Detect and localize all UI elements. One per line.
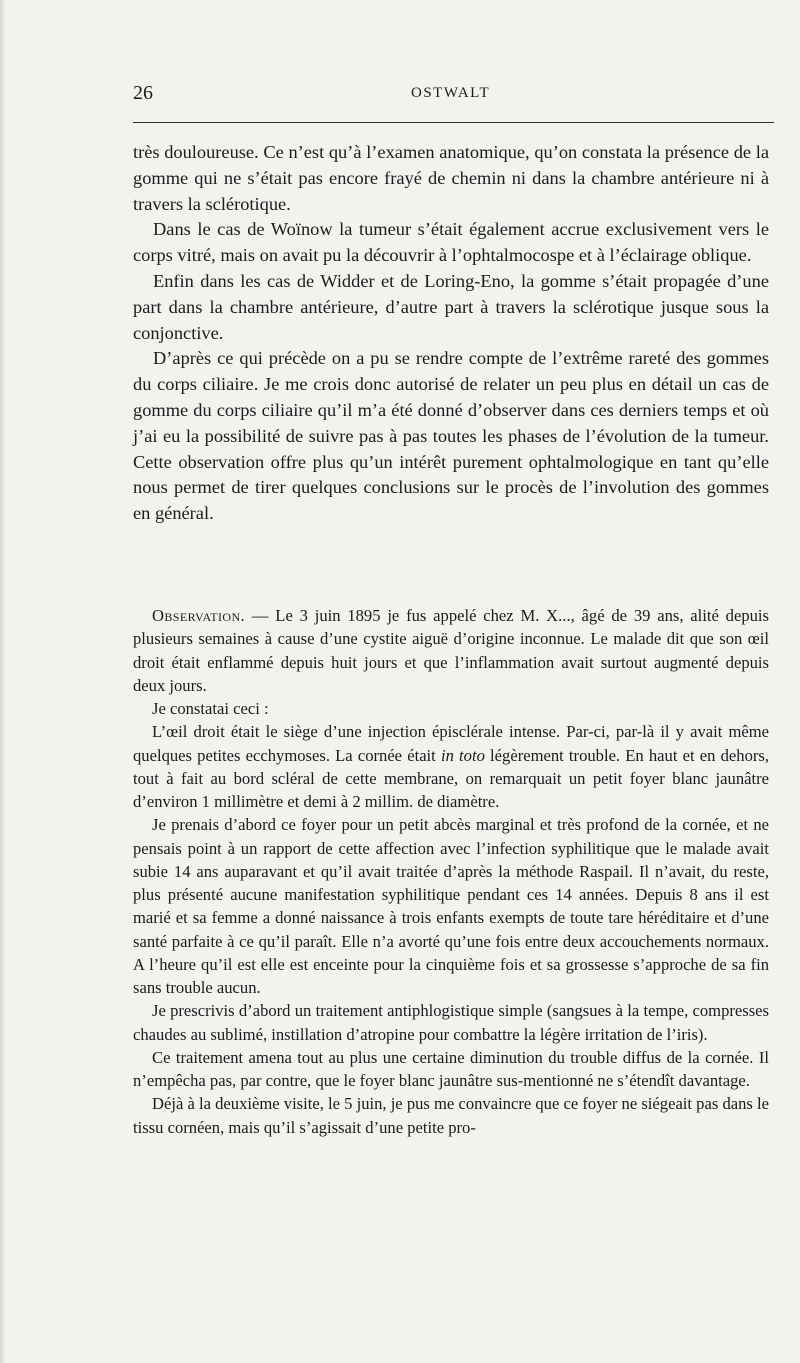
paragraph: D’après ce qui précède on a pu se rendre compte de l’extrême rareté des gommes du corps ciliaire. Je me crois donc autorisé de relater un peu plus en détail un cas de gomme du corps ciliaire qu’il m’a été donné d’observer dans ces derniers temps et où j’ai eu la possibilité de suivre pas à pas toutes les phases de l’évolution de la tumeur. Cette observation offre plus qu’un intérêt purement ophtalmologique en tant qu’elle nous permet de tirer quelques conclusions sur le procès de l’involution des gommes en général. xyxy=(133,348,769,524)
observation-paragraph xyxy=(133,604,769,697)
italic-phrase: in toto xyxy=(440,745,485,765)
header-rule xyxy=(133,122,774,123)
page-edge-shadow xyxy=(0,0,6,1363)
observation-paragraph: Je constatai ceci : xyxy=(152,699,269,718)
observation-text: — Le 3 juin 1895 je fus appelé chez M. X..., âgé de 39 ans, alité depuis plusieurs semaines à cause d’une cystite aiguë d’origine inconnue. Le malade dit que son œil droit était enflammé depuis huit jours et que l’inflammation avait surtout augmenté depuis deux jours. xyxy=(133,606,769,695)
observation-paragraph: Ce traitement amena tout au plus une certaine diminution du trouble diffus de la cornée. Il n’empêcha pas, par contre, que le foyer blanc jaunâtre sus-mentionné ne s’étendît davantage. xyxy=(133,1047,769,1090)
observation-paragraph: Je prescrivis d’abord un traitement antiphlogistique simple (sangsues à la tempe, compresses chaudes au sublimé, instillation d’atropine pour combattre la légère irritation de l’iris). xyxy=(133,1001,769,1044)
observation-text: L’œil droit était le siège d’une injection épisclérale intense. Par-ci, par-là il y avait même quelques petites ecchymoses. La cornée était xyxy=(133,722,769,765)
main-text xyxy=(133,140,769,527)
paragraph: très douloureuse. Ce n’est qu’à l’examen anatomique, qu’on constata la présence de la gomme qui ne s’était pas encore frayé de chemin ni dans la chambre antérieure ni à travers la sclérotique. xyxy=(133,142,769,214)
observation-text: légèrement trouble. En haut et en dehors, tout à fait au bord scléral de cette membrane, on remarquait un petit foyer blanc jaunâtre d’environ 1 millimètre et demi à 2 millim. de diamètre. xyxy=(133,745,769,811)
observation-section xyxy=(133,604,769,1139)
observation-paragraph xyxy=(133,720,769,813)
page-header xyxy=(133,82,773,110)
running-head: OSTWALT xyxy=(411,85,491,101)
paragraph: Dans le cas de Woïnow la tumeur s’était également accrue exclusivement vers le corps vitré, mais on avait pu la découvrir à l’ophtalmocospe et à l’éclairage oblique. xyxy=(133,219,769,266)
paragraph: Enfin dans les cas de Widder et de Loring-Eno, la gomme s’était propagée d’une part dans la chambre antérieure, d’autre part à travers la sclérotique jusque sous la conjonctive. xyxy=(133,270,769,343)
page-number: 26 xyxy=(133,82,153,104)
observation-label: Observation. xyxy=(152,606,246,625)
observation-paragraph: Je prenais d’abord ce foyer pour un petit abcès marginal et très profond de la cornée, et ne pensais point à un rapport de cette affection avec l’infection syphilitique que le malade avait subie 14 ans auparavant et qu’il avait traitée d’après la méthode Raspail. Il n’avait, du reste, plus présenté aucune manifestation syphilitique pendant ces 14 années. Depuis 8 ans il est marié et sa femme a donné naissance à trois enfants exempts de toute tare héréditaire et d’une santé parfaite à ce qu’il paraît. Elle n’a avorté qu’une fois entre deux accouchements normaux. A l’heure qu’il est elle est enceinte pour la cinquième fois et sa grossesse s’approche de sa fin sans trouble aucun. xyxy=(133,815,769,997)
observation-paragraph: Déjà à la deuxième visite, le 5 juin, je pus me convaincre que ce foyer ne siégeait pas dans le tissu cornéen, mais qu’il s’agissait d’une petite pro- xyxy=(133,1094,769,1137)
